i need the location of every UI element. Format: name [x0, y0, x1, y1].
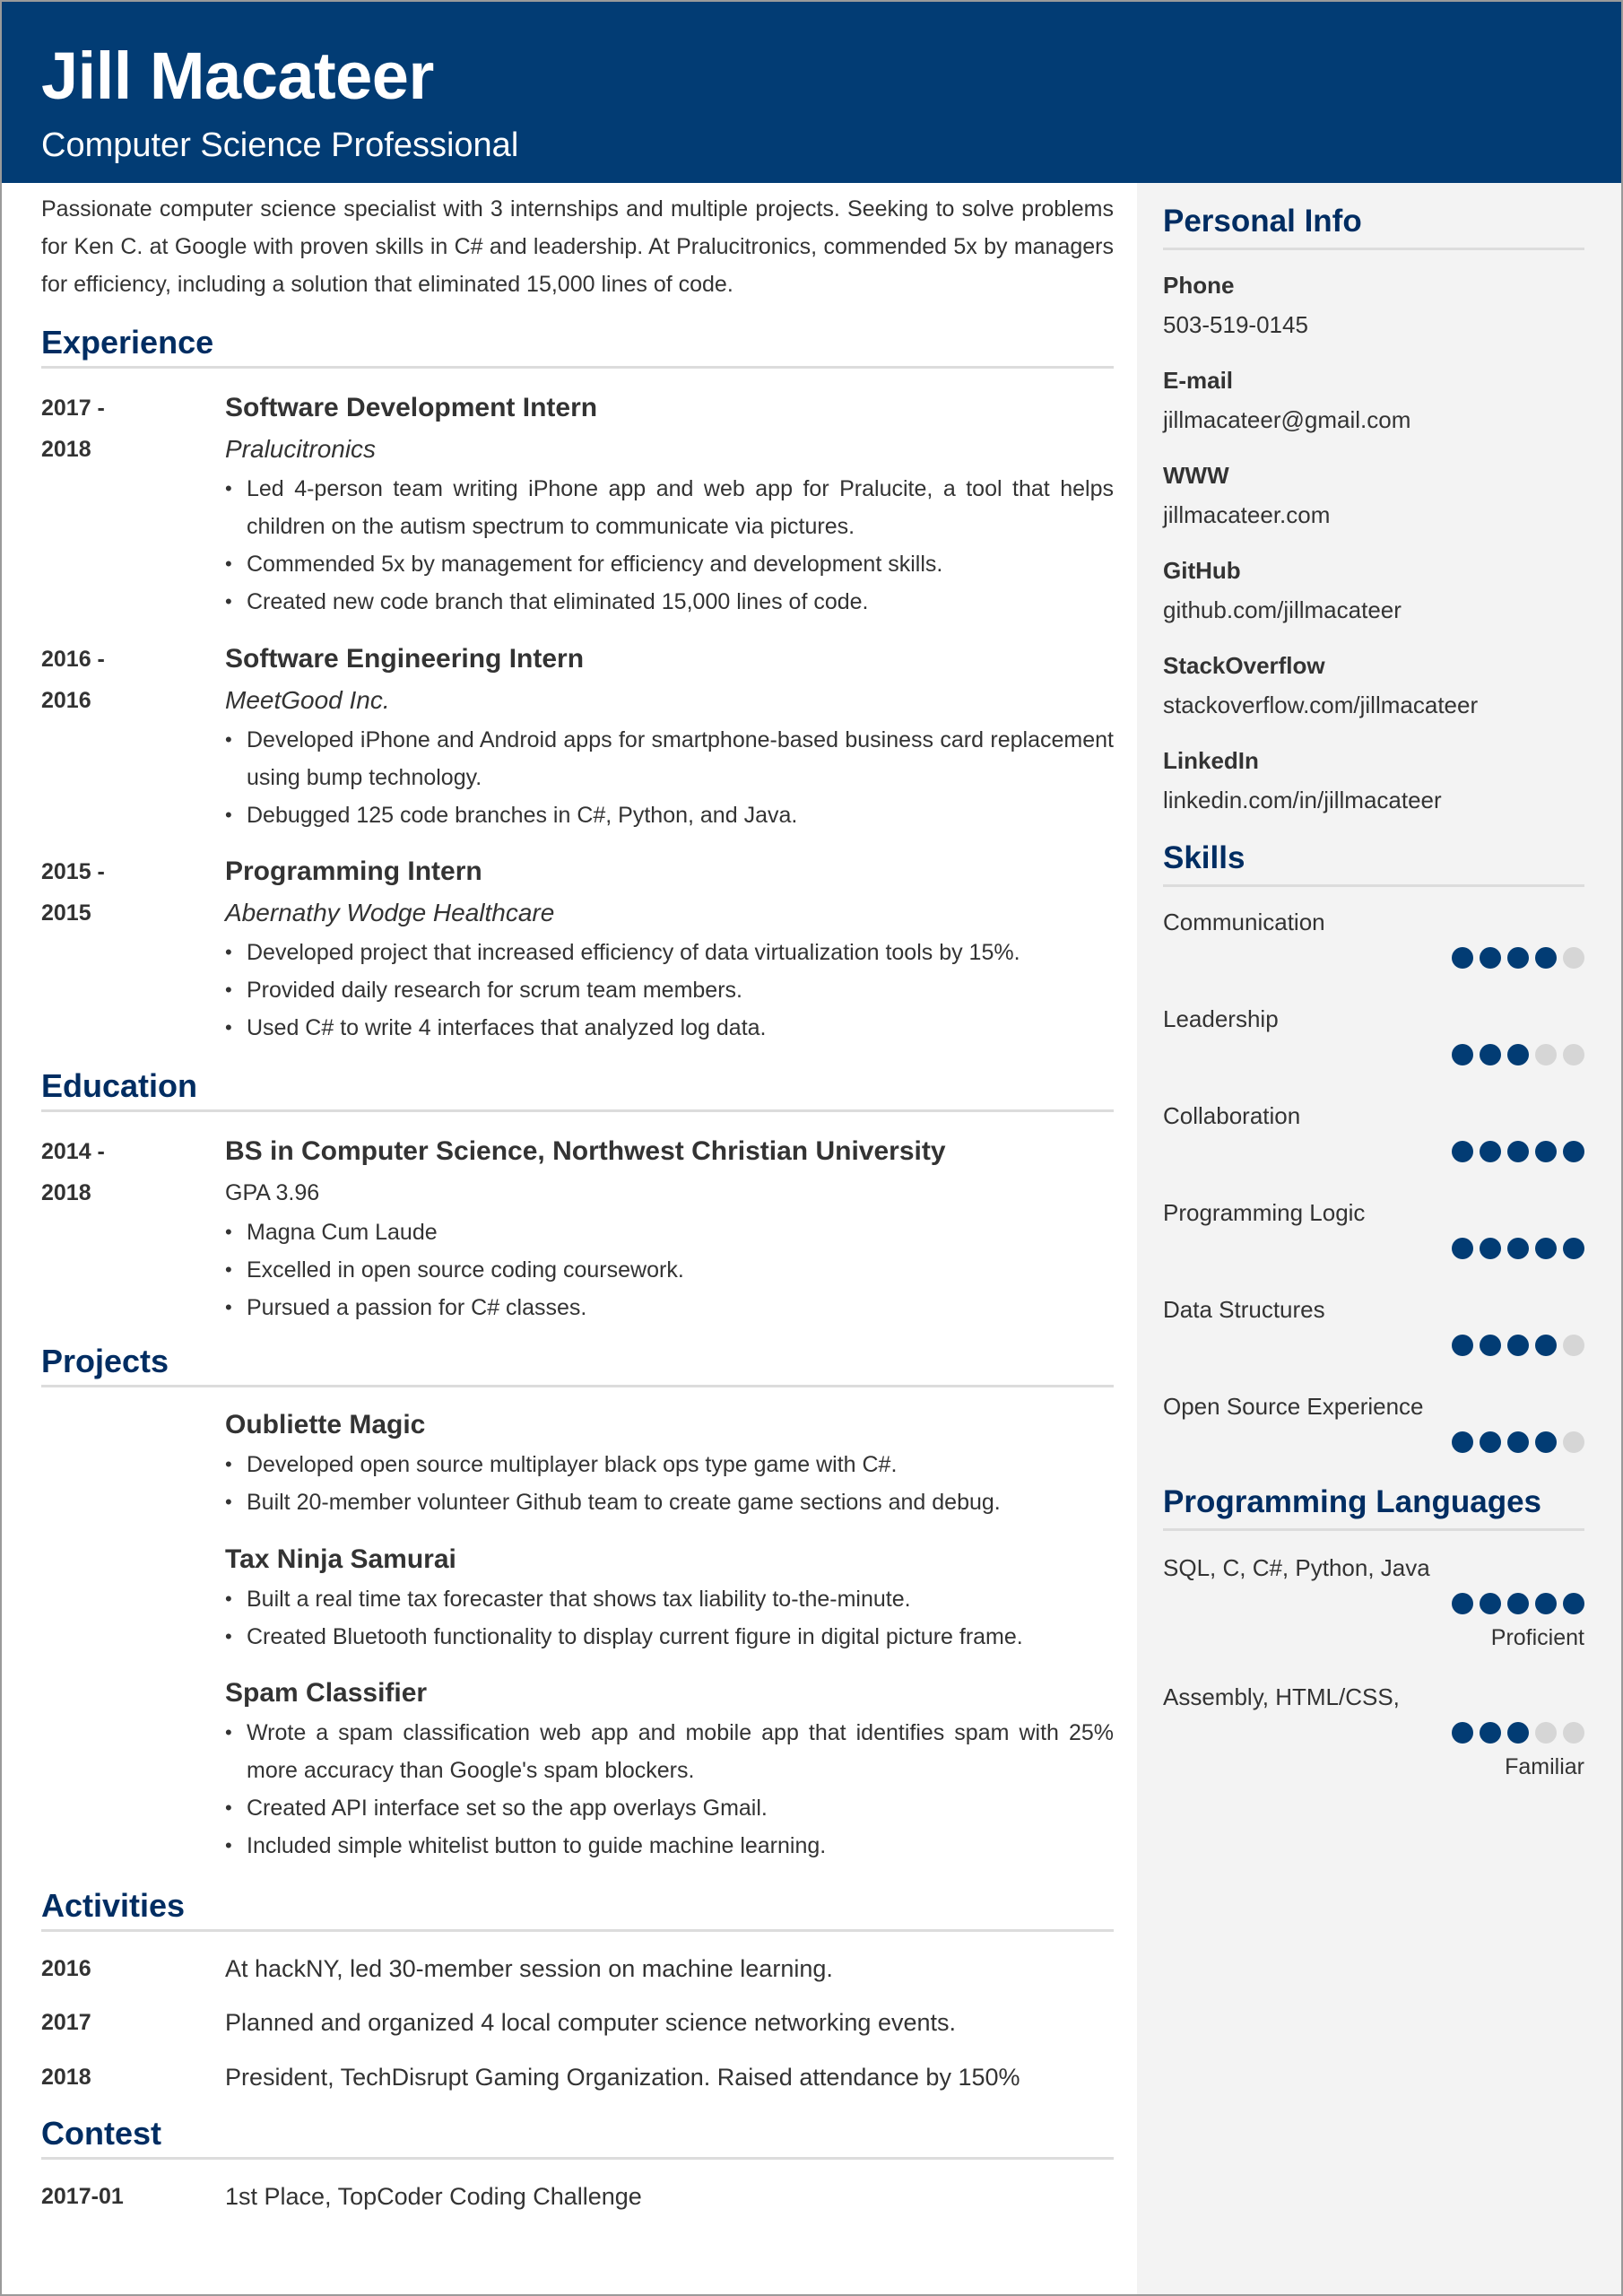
rating-dot-filled-icon	[1563, 1238, 1584, 1259]
skill-item: Collaboration	[1163, 1098, 1584, 1187]
rating-dot-filled-icon	[1452, 947, 1473, 969]
section-divider	[1163, 248, 1584, 250]
activity-year: 2018	[41, 2065, 91, 2090]
linkedin-link[interactable]: linkedin.com/in/jillmacateer	[1163, 787, 1442, 813]
bullet-item: • Included simple whitelist button to guide machine learning.	[225, 1833, 827, 1858]
bullet-item: • Provided daily research for scrum team members.	[225, 978, 742, 1003]
bullet-list	[225, 1714, 1114, 1865]
rating-dot-empty-icon	[1563, 1722, 1584, 1744]
skill-item: Open Source Experience	[1163, 1388, 1584, 1478]
section-divider	[1163, 884, 1584, 887]
project-title: Oubliette Magic	[225, 1410, 426, 1439]
bullet-item: • Created Bluetooth functionality to display current figure in digital picture frame.	[225, 1624, 1023, 1649]
section-title: Experience	[41, 324, 214, 361]
section-divider	[41, 2157, 1114, 2160]
company-name: MeetGood Inc.	[225, 686, 390, 714]
project-title: Tax Ninja Samurai	[225, 1544, 456, 1574]
rating-dot-filled-icon	[1452, 1141, 1473, 1162]
activity-row	[41, 2002, 1114, 2043]
date-range: 2015 - 2015	[41, 859, 105, 926]
rating-dot-filled-icon	[1507, 1593, 1529, 1614]
section-divider	[41, 1109, 1114, 1112]
date-range: 2016 - 2016	[41, 647, 105, 713]
languages-header	[1163, 1483, 1584, 1521]
experience-section-header	[41, 325, 1114, 361]
rating-dot-empty-icon	[1563, 1335, 1584, 1356]
activity-row	[41, 1948, 1114, 1989]
rating-dot-filled-icon	[1480, 1722, 1501, 1744]
activity-text: Planned and organized 4 local computer science networking events.	[225, 2009, 956, 2036]
rating-dot-filled-icon	[1507, 1238, 1529, 1259]
rating-dot-filled-icon	[1507, 1141, 1529, 1162]
personal-info-header	[1163, 203, 1584, 240]
section-title: Personal Info	[1163, 204, 1362, 239]
rating-dot-filled-icon	[1452, 1044, 1473, 1065]
bullet-item: • Developed project that increased efficiency of data virtualization tools by 15%.	[225, 940, 1020, 965]
skill-rating	[1452, 1044, 1584, 1065]
gpa: GPA 3.96	[225, 1180, 320, 1205]
job-title: Software Engineering Intern	[225, 644, 585, 674]
rating-dot-filled-icon	[1507, 1335, 1529, 1356]
section-divider	[41, 1929, 1114, 1932]
contest-section-header	[41, 2116, 1114, 2152]
skill-rating	[1452, 1335, 1584, 1356]
bullet-item: • Wrote a spam classification web app and mobile app that identifies spam with 25% more accuracy than Google's spam blockers.	[225, 1720, 1114, 1783]
activities-section-header	[41, 1888, 1114, 1924]
stackoverflow-item: StackOverflow stackoverflow.com/jillmacateer	[1163, 646, 1584, 725]
section-title: Programming Languages	[1163, 1484, 1542, 1519]
rating-dot-empty-icon	[1535, 1722, 1557, 1744]
rating-dot-filled-icon	[1507, 1044, 1529, 1065]
activity-text: President, TechDisrupt Gaming Organization. Raised attendance by 150%	[225, 2064, 1020, 2091]
rating-dot-filled-icon	[1535, 1238, 1557, 1259]
skill-rating	[1452, 1431, 1584, 1453]
bullet-item: • Magna Cum Laude	[225, 1220, 438, 1245]
rating-dot-filled-icon	[1452, 1335, 1473, 1356]
degree-title: BS in Computer Science, Northwest Christian University	[225, 1136, 946, 1166]
project-title: Spam Classifier	[225, 1678, 428, 1708]
date-range: 2017 - 2018	[41, 396, 105, 462]
rating-dot-filled-icon	[1507, 1722, 1529, 1744]
candidate-name: Jill Macateer	[41, 39, 434, 113]
bullet-list	[225, 934, 1114, 1047]
website-link[interactable]: jillmacateer.com	[1163, 501, 1331, 528]
rating-dot-filled-icon	[1480, 947, 1501, 969]
github-item: GitHub github.com/jillmacateer	[1163, 551, 1584, 630]
bullet-item: • Led 4-person team writing iPhone app and web app for Pralucite, a tool that helps children on the autism spectrum to communicate via pictures.	[225, 476, 1114, 539]
rating-dot-empty-icon	[1563, 947, 1584, 969]
bullet-item: • Created API interface set so the app overlays Gmail.	[225, 1796, 768, 1821]
bullet-list	[225, 721, 1114, 834]
rating-dot-filled-icon	[1480, 1335, 1501, 1356]
skill-item: Programming Logic	[1163, 1195, 1584, 1284]
activity-year: 2017	[41, 2010, 91, 2035]
github-link[interactable]: github.com/jillmacateer	[1163, 596, 1402, 623]
rating-dot-filled-icon	[1535, 1335, 1557, 1356]
skill-item: Data Structures	[1163, 1292, 1584, 1381]
skill-item: Leadership	[1163, 1001, 1584, 1091]
stackoverflow-link[interactable]: stackoverflow.com/jillmacateer	[1163, 691, 1479, 718]
bullet-item: • Pursued a passion for C# classes.	[225, 1295, 587, 1320]
skill-rating	[1452, 1238, 1584, 1259]
activity-text: At hackNY, led 30-member session on machine learning.	[225, 1955, 833, 1982]
job-title: Software Development Intern	[225, 393, 598, 422]
bullet-list	[225, 1580, 1114, 1656]
phone-value[interactable]: 503-519-0145	[1163, 311, 1308, 338]
rating-dot-filled-icon	[1480, 1431, 1501, 1453]
section-divider	[1163, 1528, 1584, 1531]
email-link[interactable]: jillmacateer@gmail.com	[1163, 406, 1411, 433]
section-title: Activities	[41, 1887, 186, 1924]
proficiency-label: Proficient	[1490, 1625, 1584, 1650]
section-title: Skills	[1163, 840, 1245, 875]
bullet-list	[225, 1446, 1114, 1521]
education-section-header	[41, 1068, 1114, 1104]
rating-dot-filled-icon	[1480, 1141, 1501, 1162]
company-name: Abernathy Wodge Healthcare	[225, 899, 555, 926]
rating-dot-filled-icon	[1452, 1593, 1473, 1614]
skill-rating	[1452, 1141, 1584, 1162]
bullet-item: • Used C# to write 4 interfaces that analyzed log data.	[225, 1015, 767, 1040]
rating-dot-filled-icon	[1452, 1722, 1473, 1744]
rating-dot-filled-icon	[1452, 1238, 1473, 1259]
bullet-item: • Debugged 125 code branches in C#, Python, and Java.	[225, 803, 798, 828]
activity-year: 2016	[41, 1956, 91, 1981]
website-item: WWW jillmacateer.com	[1163, 456, 1584, 535]
rating-dot-filled-icon	[1507, 1431, 1529, 1453]
rating-dot-filled-icon	[1535, 1141, 1557, 1162]
proficiency-label: Familiar	[1505, 1754, 1584, 1779]
rating-dot-filled-icon	[1535, 1593, 1557, 1614]
bullet-item: • Developed iPhone and Android apps for smartphone-based business card replacement using bump technology.	[225, 727, 1114, 790]
rating-dot-filled-icon	[1480, 1593, 1501, 1614]
resume-header	[2, 2, 1621, 183]
bullet-item: • Commended 5x by management for efficiency and development skills.	[225, 552, 943, 577]
language-rating	[1452, 1593, 1584, 1614]
rating-dot-filled-icon	[1535, 947, 1557, 969]
rating-dot-empty-icon	[1563, 1431, 1584, 1453]
linkedin-item: LinkedIn linkedin.com/in/jillmacateer	[1163, 741, 1584, 820]
rating-dot-empty-icon	[1535, 1044, 1557, 1065]
contest-row	[41, 2176, 1114, 2217]
language-rating	[1452, 1722, 1584, 1744]
rating-dot-empty-icon	[1563, 1044, 1584, 1065]
rating-dot-filled-icon	[1480, 1044, 1501, 1065]
section-title: Education	[41, 1067, 198, 1104]
candidate-title: Computer Science Professional	[41, 126, 519, 164]
bullet-item: • Developed open source multiplayer black ops type game with C#.	[225, 1452, 898, 1477]
bullet-item: • Built 20-member volunteer Github team to create game sections and debug.	[225, 1490, 1001, 1515]
bullet-item: • Created new code branch that eliminated 15,000 lines of code.	[225, 589, 869, 614]
company-name: Pralucitronics	[225, 435, 377, 463]
bullet-list	[225, 470, 1114, 621]
rating-dot-filled-icon	[1507, 947, 1529, 969]
skill-item: Communication	[1163, 904, 1584, 994]
date-range: 2014 - 2018	[41, 1139, 105, 1205]
language-item: SQL, C, C#, Python, Java Proficient	[1163, 1550, 1584, 1666]
rating-dot-filled-icon	[1480, 1238, 1501, 1259]
section-divider	[41, 1385, 1114, 1387]
activity-row	[41, 2057, 1114, 2098]
summary: Passionate computer science specialist with 3 internships and multiple projects. Seeking to solve problems for Ken C. at Google with proven skills in C# and leadership. At Pralucitronics, commended 5x by managers for efficiency, including a solution that eliminated 15,000 lines of code.	[41, 196, 1114, 297]
section-divider	[41, 366, 1114, 369]
language-item: Assembly, HTML/CSS, Familiar	[1163, 1679, 1584, 1796]
job-title: Programming Intern	[225, 857, 482, 886]
section-title: Projects	[41, 1343, 169, 1379]
bullet-item: • Excelled in open source coding coursework.	[225, 1257, 684, 1283]
projects-section-header	[41, 1344, 1114, 1379]
bullet-item: • Built a real time tax forecaster that shows tax liability to-the-minute.	[225, 1587, 911, 1612]
rating-dot-filled-icon	[1563, 1593, 1584, 1614]
rating-dot-filled-icon	[1563, 1141, 1584, 1162]
skills-header	[1163, 839, 1584, 877]
skill-rating	[1452, 947, 1584, 969]
contest-text: 1st Place, TopCoder Coding Challenge	[225, 2183, 642, 2210]
section-title: Contest	[41, 2115, 161, 2152]
phone-item: Phone 503-519-0145	[1163, 265, 1584, 344]
sidebar	[1137, 183, 1623, 2296]
rating-dot-filled-icon	[1452, 1431, 1473, 1453]
email-item: E-mail jillmacateer@gmail.com	[1163, 361, 1584, 439]
contest-date: 2017-01	[41, 2184, 124, 2209]
rating-dot-filled-icon	[1535, 1431, 1557, 1453]
bullet-list	[225, 1213, 1114, 1326]
